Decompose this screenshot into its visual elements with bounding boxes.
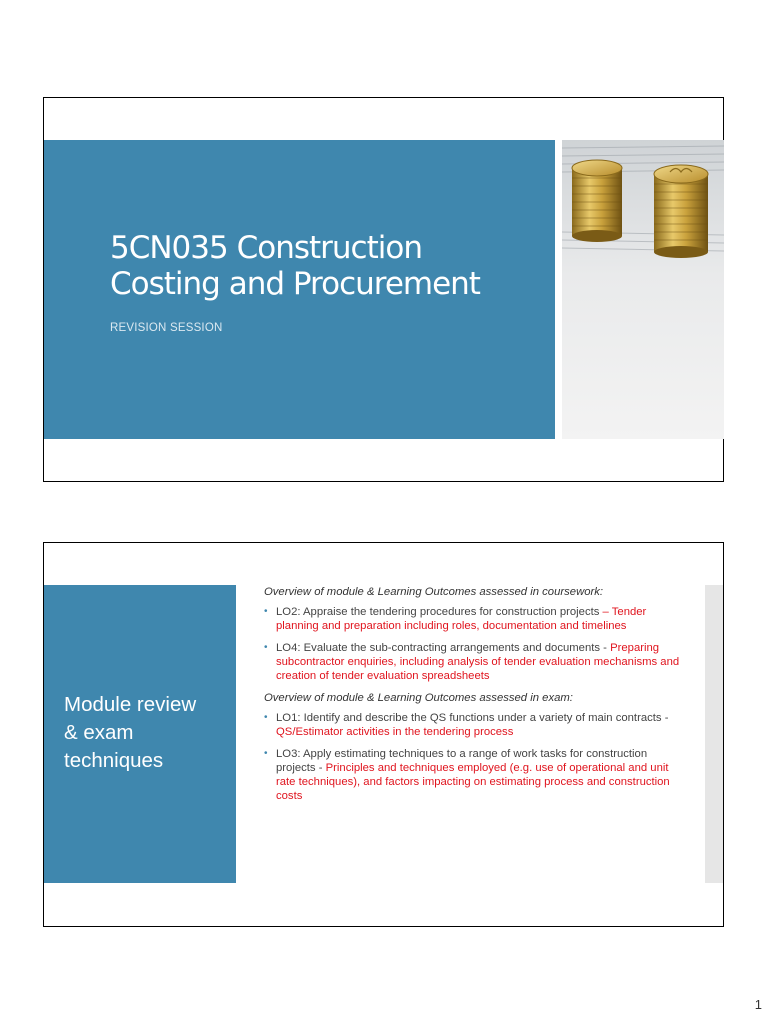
slide-subtitle: REVISION SESSION [110, 322, 223, 334]
list-item-lo2 [264, 605, 684, 633]
slide-content [264, 585, 684, 811]
list-item-lo3 [264, 747, 684, 803]
lo-highlight: – Tender planning and preparation including roles, documentation and timelines [276, 606, 647, 632]
list-item-lo4 [264, 641, 684, 683]
list-item-lo1 [264, 711, 684, 739]
page-number: 1 [754, 997, 762, 1012]
side-strip [705, 585, 723, 883]
section-title-line-1: Module review [64, 693, 197, 716]
lo-highlight: Preparing subcontractor enquiries, including analysis of tender evaluation mechanisms and creation of tender evaluation spreadsheets [276, 642, 680, 682]
slide-2 [43, 542, 724, 927]
lo-highlight: QS/Estimator activities in the tendering process [276, 726, 514, 738]
section-title [64, 691, 229, 775]
section-title-line-3: techniques [64, 749, 164, 772]
bullet-icon: • [264, 748, 268, 759]
slide-title [110, 230, 550, 302]
lo-text: LO2: Appraise the tendering procedures for construction projects [276, 606, 603, 618]
coursework-heading: Overview of module & Learning Outcomes assessed in coursework: [264, 586, 604, 598]
bullet-icon: • [264, 712, 268, 723]
slide-1 [43, 97, 724, 482]
coins-image-icon [562, 140, 724, 439]
lo-text: LO3: Apply estimating techniques to a range of work tasks for construction projects - [276, 748, 648, 774]
exam-heading: Overview of module & Learning Outcomes assessed in exam: [264, 692, 573, 704]
bullet-icon: • [264, 642, 268, 653]
lo-text: LO4: Evaluate the sub-contracting arrangements and documents - [276, 642, 611, 654]
coins-photo [562, 140, 724, 439]
bullet-icon: • [264, 606, 268, 617]
lo-highlight: Principles and techniques employed (e.g. use of operational and unit rate techniques), and factors impacting on estimating process and construction costs [276, 762, 670, 802]
slide-title-line-2: Costing and Procurement [110, 266, 480, 302]
slide-title-line-1: 5CN035 Construction [110, 230, 422, 266]
section-title-line-2: & exam [64, 721, 134, 744]
side-panel [44, 585, 236, 883]
lo-text: LO1: Identify and describe the QS functions under a variety of main contracts - [276, 712, 669, 724]
